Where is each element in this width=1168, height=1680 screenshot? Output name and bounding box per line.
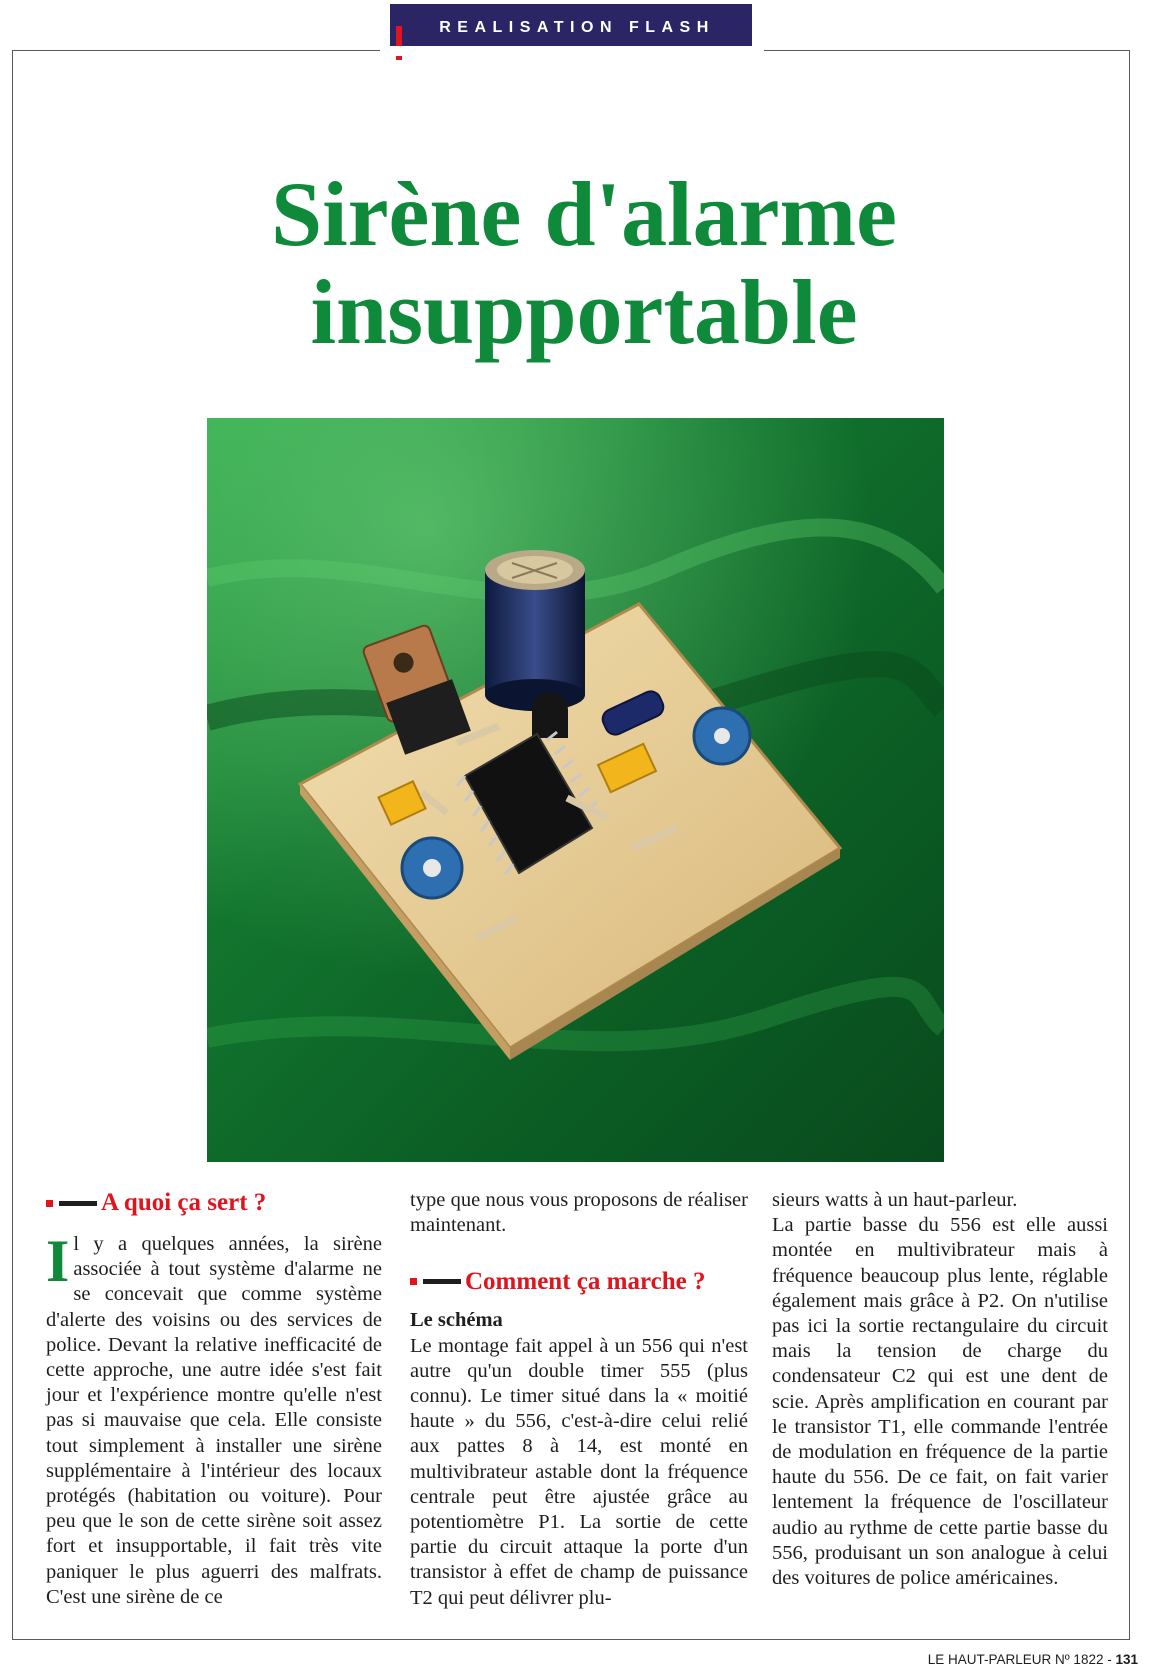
article-title: [60, 165, 1108, 361]
page-footer: [928, 1652, 1138, 1667]
heading-text: A quoi ça sert ?: [101, 1189, 267, 1217]
circuit-board-illustration: [207, 418, 944, 1162]
product-photo: [207, 418, 944, 1162]
text-column-3: [772, 1188, 1108, 1591]
text-column-1: [46, 1188, 382, 1610]
frame-gap: [380, 46, 764, 56]
paragraph-continued-2: sieurs watts à un haut-parleur.: [772, 1189, 1018, 1211]
text-column-2: [410, 1188, 748, 1611]
rubric-label: REALISATION FLASH: [439, 19, 715, 36]
paragraph-modulation: La partie basse du 556 est elle aussi montée en multivibrateur mais à fréquence beaucoup plus lente, réglable également mais grâce à P2. On n'utilise pas ici la sortie rectangulaire du circuit mais la tension de charge du condensateur C2 qui est une dent de scie. Après amplification en courant par le transistor T1, elle commande l'entrée de modulation en fréquence de la partie haute du 556. De ce fait, on fait varier lentement la fréquence de l'oscillateur audio au rythme de cette partie basse du 556, produisant un son analogue à celui des voitures de police américaines.: [772, 1214, 1108, 1590]
red-square-marker: [46, 1200, 53, 1207]
drop-cap: I: [46, 1228, 70, 1294]
intro-text: l y a quelques années, la sirène associée à tout système d'alarme ne se concevait que comme système d'alerte des voisins ou des services de police. Devant la relative inefficacité de cette approche, une autre idée s'est fait jour et l'expérience montre qu'elle n'est pas si mauvaise que cela. Elle consiste tout simplement à installer une sirène supplémentaire à l'intérieur des locaux protégés (habitation ou voiture). Pour peu que le son de cette sirène soit assez fort et insupportable, il fait très vite paniquer le plus aguerri des malfrats. C'est une sirène de ce: [46, 1233, 382, 1608]
paragraph-continued: type que nous vous proposons de réaliser maintenant.: [410, 1189, 748, 1237]
heading-text: Comment ça marche ?: [465, 1267, 706, 1295]
title-line-1: Sirène d'alarme: [271, 163, 897, 265]
red-square-marker: [410, 1278, 417, 1285]
section-heading-2: [410, 1266, 748, 1296]
magazine-issue: LE HAUT-PARLEUR Nº 1822 -: [927, 1652, 1116, 1667]
paragraph-intro: [46, 1228, 382, 1610]
black-dash-marker: [59, 1201, 97, 1206]
paragraph-schema: Le montage fait appel à un 556 qui n'est autre qu'un double timer 555 (plus connu). Le timer situé dans la « moitié haute » du 556, c'est-à-dire celui relié aux pattes 8 à 14, est monté en multivibrateur astable dont la fréquence centrale peut être ajustée grâce au potentiomètre P1. La sortie de cette partie du circuit attaque la porte d'un transistor à effet de champ de puissance T2 qui peut délivrer plu-: [410, 1334, 748, 1609]
page-number: 131: [1115, 1652, 1138, 1667]
section-heading-1: [46, 1188, 382, 1218]
black-dash-marker: [423, 1279, 461, 1284]
title-line-2: insupportable: [310, 261, 858, 363]
subheading: Le schéma: [410, 1309, 503, 1332]
